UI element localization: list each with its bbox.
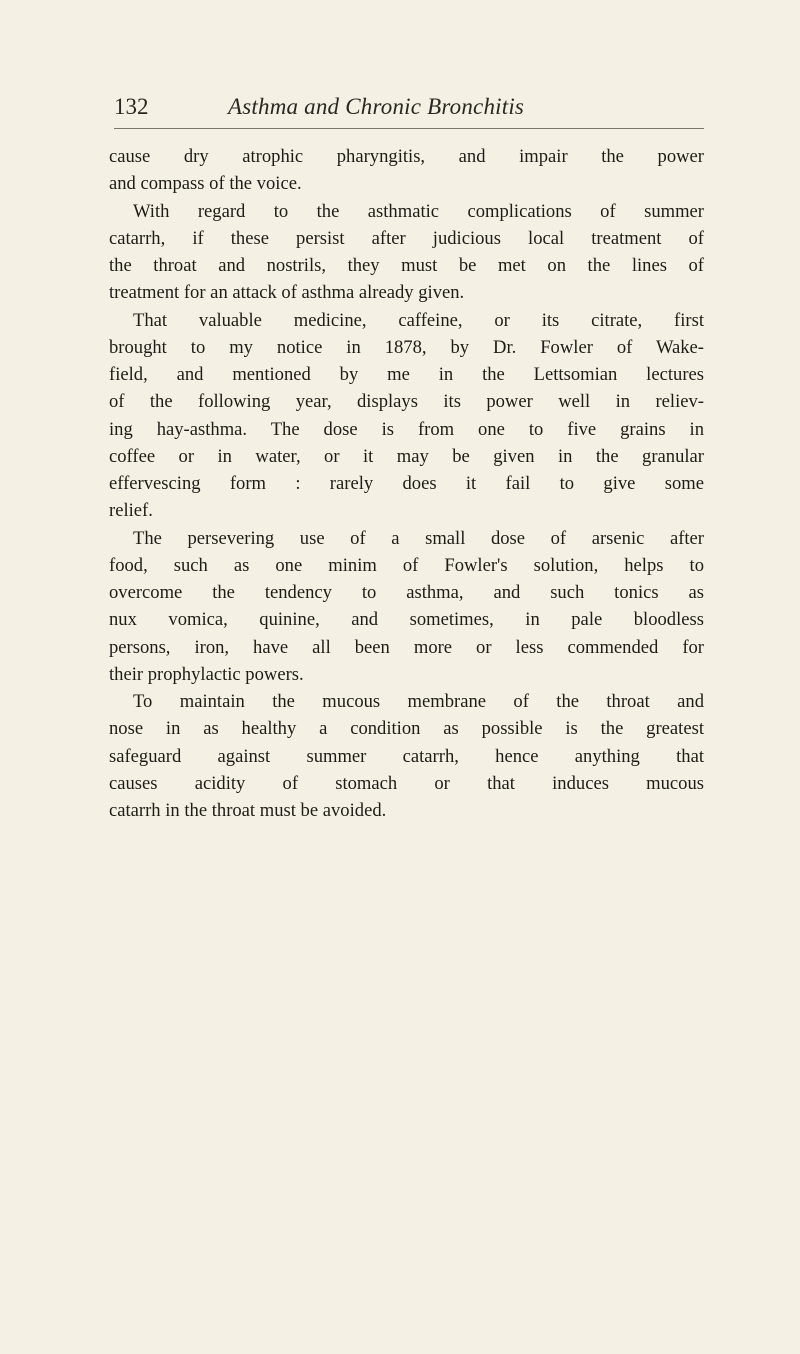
text-line: The persevering use of a small dose of arsenic after	[133, 527, 704, 549]
text-line: persons, iron, have all been more or less commended for	[109, 636, 704, 658]
page-number: 132	[114, 94, 149, 119]
text-line: field, and mentioned by me in the Lettsomian lectures	[109, 364, 704, 385]
text-line: ing hay-asthma. The dose is from one to five grains in	[109, 418, 704, 440]
text-line: cause dry atrophic pharyngitis, and impair the power	[109, 146, 704, 167]
text-line: coffee or in water, or it may be given in the granular	[109, 445, 704, 467]
text-line: That valuable medicine, caffeine, or its citrate, first	[133, 309, 704, 331]
text-line: relief.	[109, 500, 153, 522]
text-line: effervescing form : rarely does it fail to give some	[109, 473, 704, 494]
text-line: catarrh in the throat must be avoided.	[109, 800, 387, 821]
text-line: With regard to the asthmatic complications of summer	[133, 200, 704, 222]
text-line: To maintain the mucous membrane of the throat and	[133, 691, 704, 712]
text-line: brought to my notice in 1878, by Dr. Fowler of Wake-	[109, 336, 704, 358]
running-title: Asthma and Chronic Bronchitis	[228, 94, 525, 119]
text-line: their prophylactic powers.	[109, 663, 304, 685]
page-header	[114, 92, 700, 128]
text-line: causes acidity of stomach or that induces mucous	[109, 772, 704, 794]
text-line: food, such as one minim of Fowler's solution, helps to	[109, 554, 704, 576]
text-line: of the following year, displays its power well in reliev-	[109, 391, 704, 413]
text-line: nose in as healthy a condition as possible is the greatest	[109, 718, 704, 740]
text-line: overcome the tendency to asthma, and such tonics as	[109, 582, 704, 603]
text-line: the throat and nostrils, they must be met on the lines of	[109, 255, 704, 276]
body-text	[109, 143, 704, 824]
text-line: and compass of the voice.	[109, 173, 302, 195]
text-line: safeguard against summer catarrh, hence anything that	[109, 745, 704, 767]
text-line: nux vomica, quinine, and sometimes, in pale bloodless	[109, 609, 704, 631]
text-line: catarrh, if these persist after judicious local treatment of	[109, 227, 704, 249]
text-line: treatment for an attack of asthma already given.	[109, 282, 465, 304]
header-rule	[114, 128, 704, 129]
